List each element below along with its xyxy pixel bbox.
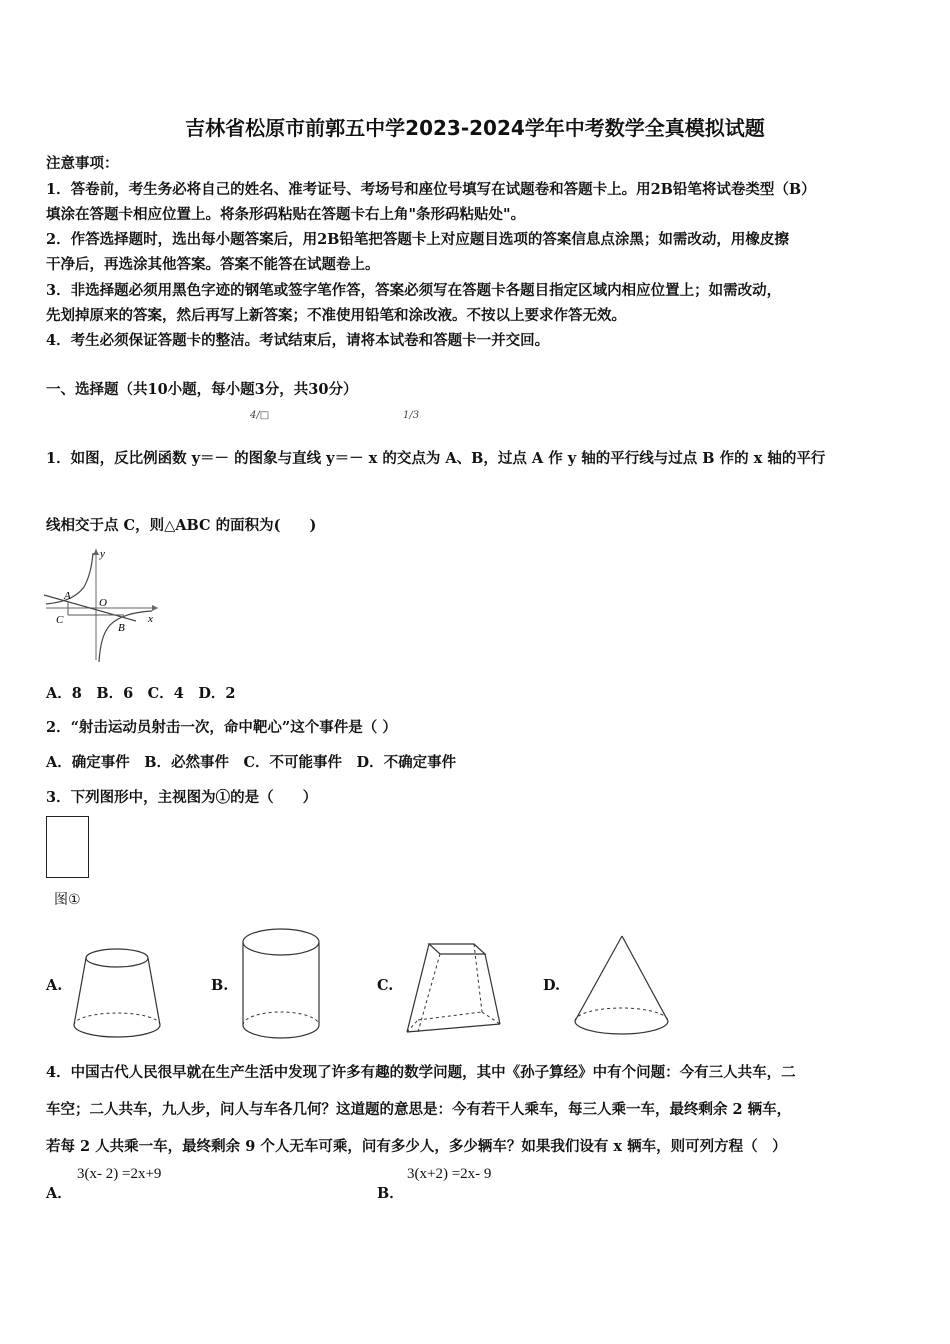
x-axis-label: x (148, 613, 153, 625)
option-a-label: A. (46, 977, 63, 994)
frustum-shape (70, 945, 165, 1045)
q4-option-b-label: B． (377, 1185, 404, 1202)
figure-1-rectangle (46, 816, 89, 878)
q3-stem: 3．下列图形中，主视图为①的是（ ） (46, 789, 318, 806)
q4-option-a-label: A． (46, 1185, 72, 1202)
option-d-label: D. (543, 977, 561, 994)
q2-options: A．确定事件 B．必然事件 C．不可能事件 D．不确定事件 (46, 754, 457, 771)
note-line: 4．考生必须保证答题卡的整洁。考试结束后，请将本试卷和答题卡一并交回。 (46, 332, 550, 349)
frustum-pyramid-shape (402, 940, 507, 1040)
option-b-label: B. (211, 977, 229, 994)
notes-heading: 注意事项： (46, 155, 119, 172)
q1-function-graph (40, 545, 165, 665)
figure-1-caption: 图① (54, 892, 81, 908)
q4-option-a-equation: 3(x- 2) =2x+9 (77, 1166, 162, 1182)
fraction-image-2: 1/3 (403, 410, 420, 421)
option-c-label: C. (377, 977, 394, 994)
origin-label: O (99, 597, 107, 609)
point-b-label: B (118, 622, 125, 634)
q4-option-b-equation: 3(x+2) =2x- 9 (407, 1166, 492, 1182)
point-a-label: A (64, 590, 71, 602)
y-axis-label: y (100, 548, 105, 560)
q4-stem-line3: 若每 2 人共乘一车，最终剩余 9 个人无车可乘，问有多少人，多少辆车？如果我们设有 x 辆车，则可列方程（ ） (46, 1138, 787, 1155)
point-c-label: C (56, 614, 64, 626)
q1-stem-line2: 线相交于点 C，则△ABC 的面积为( ) (46, 517, 317, 534)
note-line: 干净后，再选涂其他答案。答案不能答在试题卷上。 (46, 256, 380, 273)
cone-shape (572, 933, 672, 1043)
fraction-image-1: 4/□ (250, 410, 270, 421)
q1-stem-line1: 1．如图，反比例函数 y＝－ 的图象与直线 y＝－ x 的交点为 A、B，过点 A 作 y 轴的平行线与过点 B 作的 x 轴的平行 (46, 450, 826, 467)
q4-stem-line1: 4．中国古代人民很早就在生产生活中发现了许多有趣的数学问题，其中《孙子算经》中有个问题：今有三人共车，二 (46, 1064, 796, 1081)
cylinder-shape (240, 925, 325, 1045)
q2-stem: 2．“射击运动员射击一次，命中靶心”这个事件是（ ） (46, 719, 397, 736)
page-title: 吉林省松原市前郭五中学2023-2024学年中考数学全真模拟试题 (185, 116, 765, 140)
section-heading: 一、选择题（共10小题，每小题3分，共30分） (46, 381, 358, 398)
q4-stem-line2: 车空；二人共车，九人步，问人与车各几何？这道题的意思是：今有若干人乘车，每三人乘一车，最终剩余 2 辆车， (46, 1101, 792, 1118)
note-line: 2．作答选择题时，选出每小题答案后，用2B铅笔把答题卡上对应题目选项的答案信息点涂黑；如需改动，用橡皮擦 (46, 231, 789, 248)
note-line: 1．答卷前，考生务必将自己的姓名、准考证号、考场号和座位号填写在试题卷和答题卡上。用2B铅笔将试卷类型（B） (46, 181, 816, 198)
note-line: 3．非选择题必须用黑色字迹的钢笔或签字笔作答，答案必须写在答题卡各题目指定区域内相应位置上；如需改动， (46, 282, 782, 299)
note-line: 先划掉原来的答案，然后再写上新答案；不准使用铅笔和涂改液。不按以上要求作答无效。 (46, 307, 626, 324)
q1-options: A．8 B．6 C．4 D．2 (46, 685, 236, 702)
note-line: 填涂在答题卡相应位置上。将条形码粘贴在答题卡右上角"条形码粘贴处"。 (46, 206, 526, 223)
